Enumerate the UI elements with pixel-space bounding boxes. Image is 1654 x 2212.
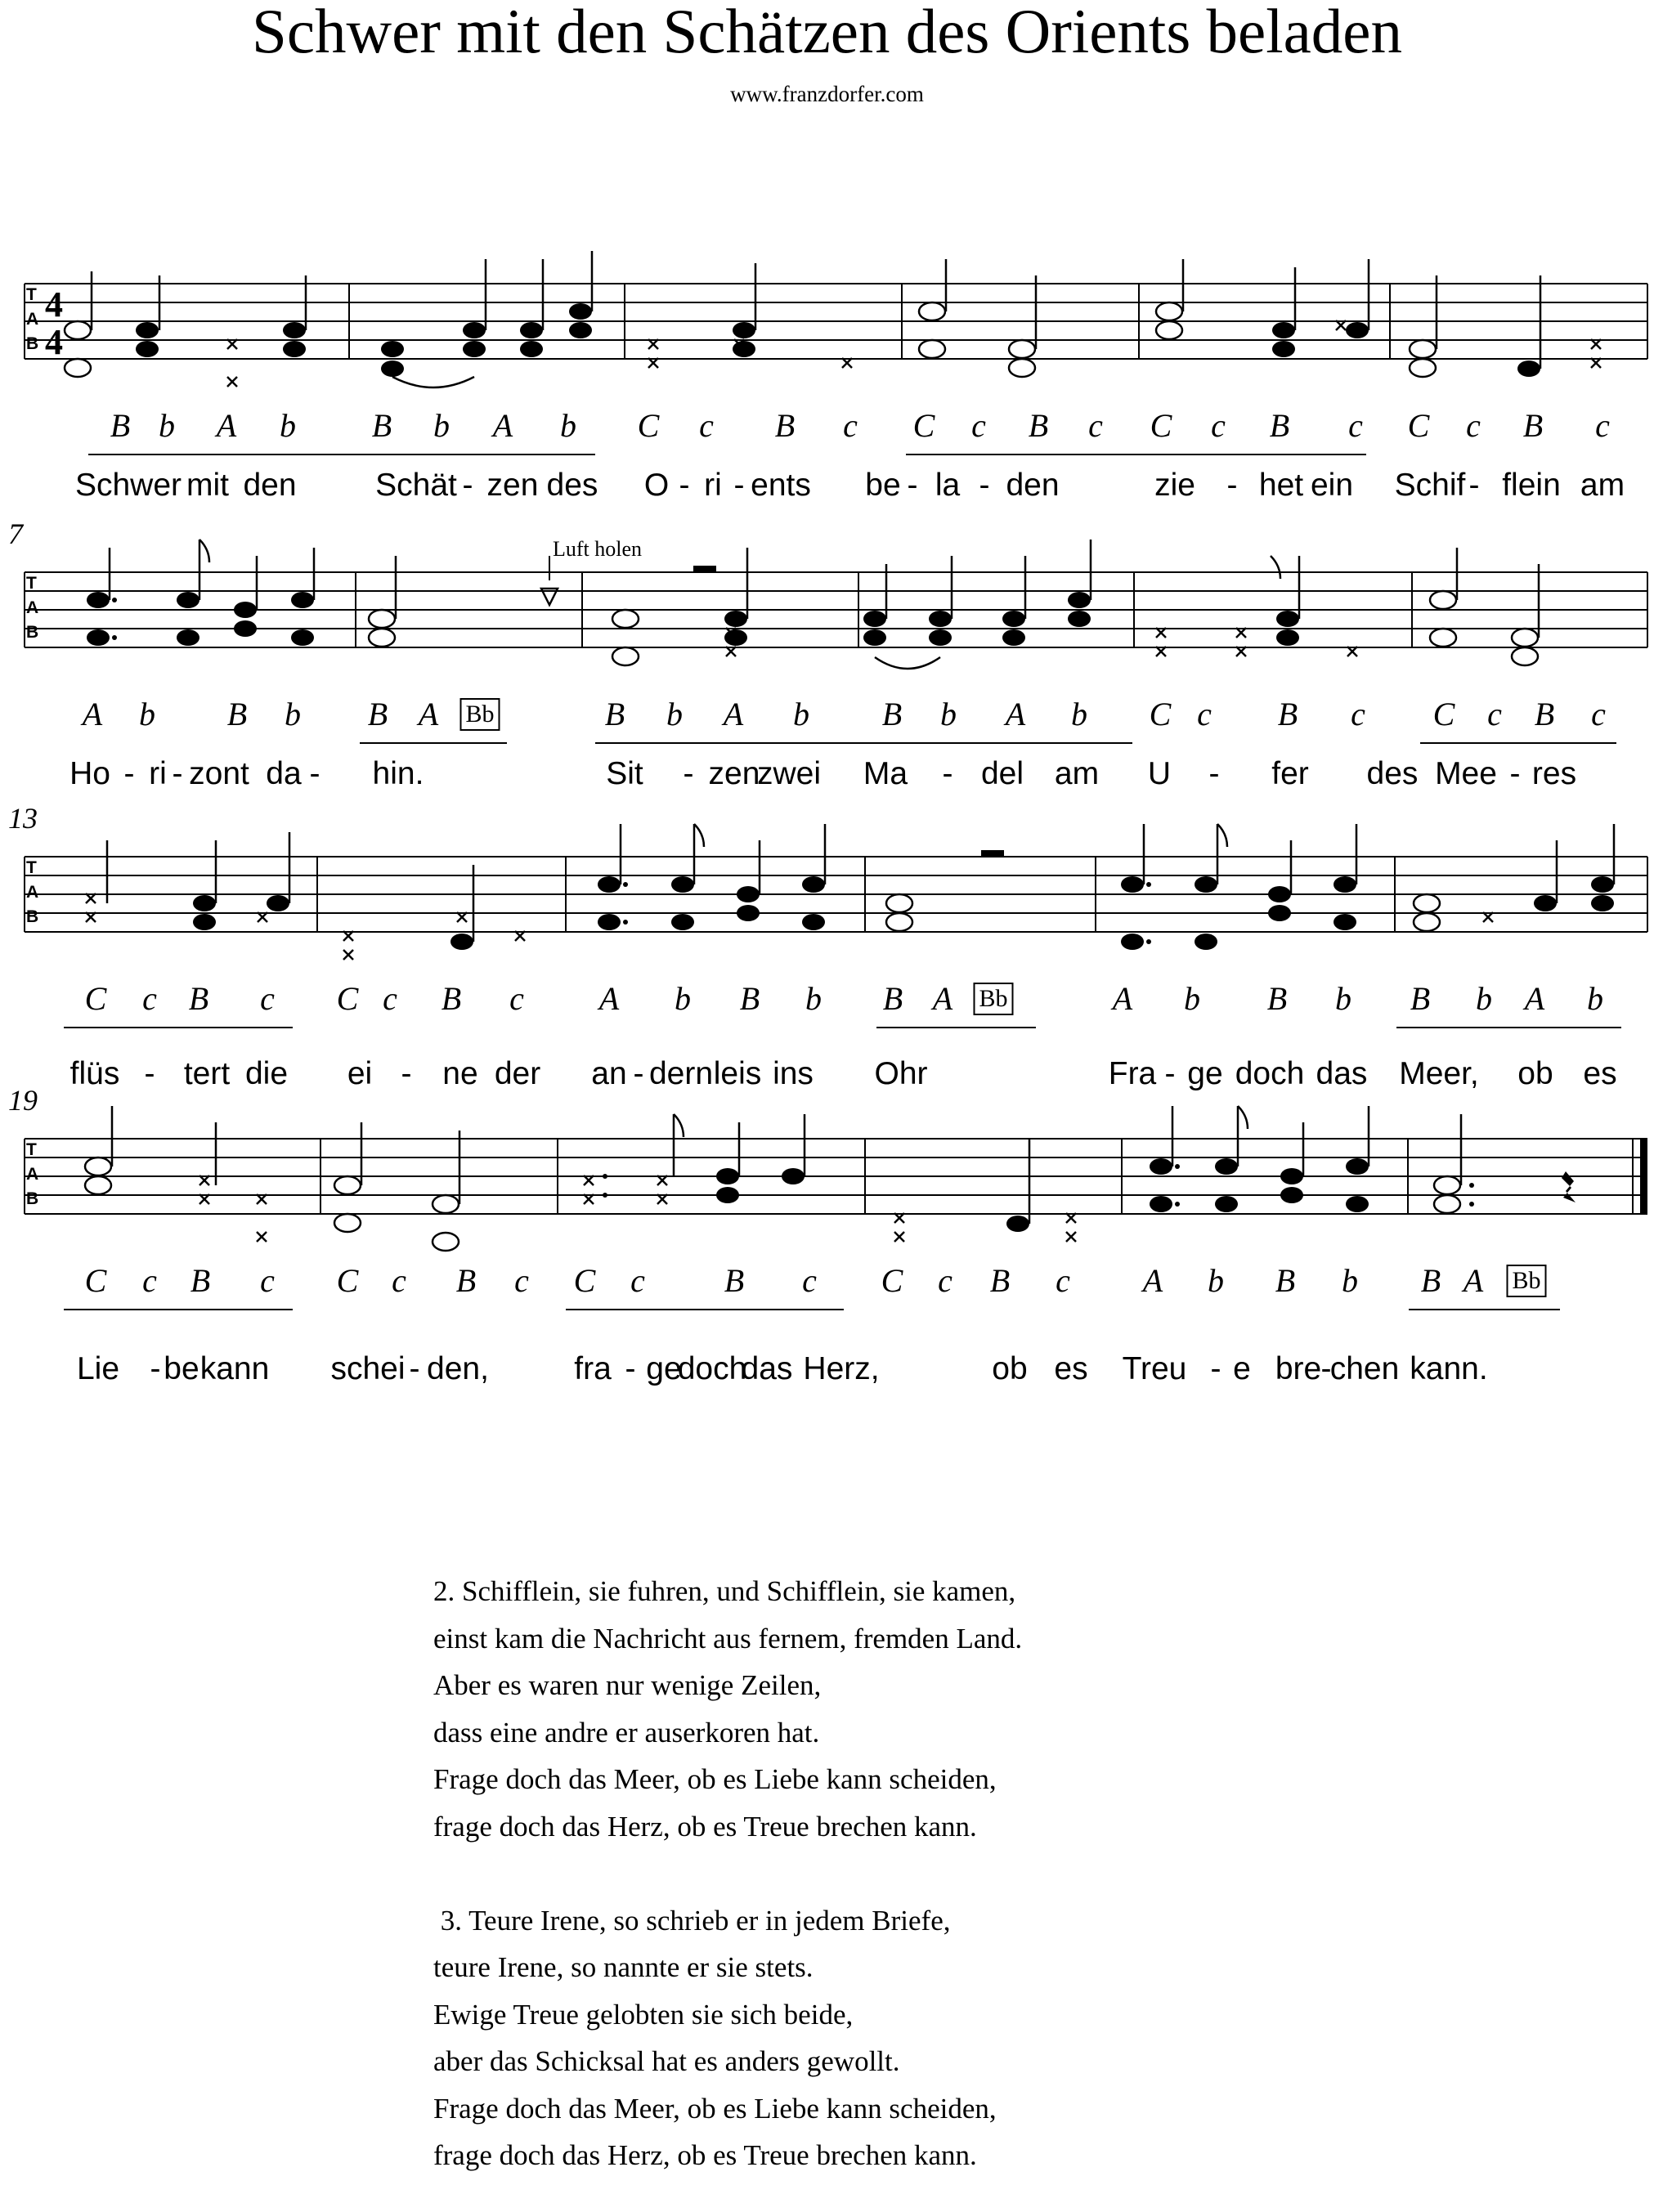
chord-row [0, 1261, 1654, 1310]
svg-text:A: A [26, 883, 39, 902]
lyric-syllable: - [683, 756, 694, 791]
lyric-syllable: zie [1154, 468, 1195, 503]
chord: B [226, 696, 248, 732]
lyric-syllable: bre [1275, 1351, 1322, 1386]
chord-row [0, 979, 1654, 1028]
lyric-syllable: Ohr [874, 1056, 928, 1091]
chord: b [159, 407, 175, 444]
lyric-syllable: der [494, 1056, 541, 1091]
chord: B [881, 696, 903, 732]
chord: c [1348, 407, 1363, 444]
chord: c [260, 980, 275, 1017]
chord: c [1088, 407, 1103, 444]
chord: C [912, 407, 935, 444]
push-line [88, 454, 595, 455]
tab-staff [0, 284, 1654, 406]
lyric-syllable: - [144, 1056, 155, 1091]
lyric-syllable: - [942, 756, 953, 791]
chord: B [367, 696, 388, 732]
lyric-syllable: - [150, 1351, 161, 1386]
chord: b [1184, 980, 1200, 1017]
lyric-syllable: doch [677, 1351, 747, 1386]
lyric-syllable: - [172, 756, 183, 791]
chord: b [560, 407, 576, 444]
verse-line: Frage doch das Meer, ob es Liebe kann scheiden, [433, 2092, 997, 2125]
push-line [360, 742, 507, 744]
chord: A [1005, 696, 1026, 732]
lyric-syllable: - [1208, 756, 1220, 791]
lyric-syllable: zen [708, 756, 760, 791]
lyric-syllable: hin. [372, 756, 424, 791]
push-line [64, 1309, 293, 1310]
chord-boxed: Bb [1506, 1265, 1546, 1297]
chord: B [190, 1262, 211, 1299]
chord: B [1534, 696, 1555, 732]
chord: A [1142, 1262, 1163, 1299]
chord: B [604, 696, 625, 732]
chord: A [1112, 980, 1133, 1017]
chord: b [1208, 1262, 1224, 1299]
lyric-syllable: - [1320, 1351, 1332, 1386]
verse-line: Aber es waren nur wenige Zeilen, [433, 1669, 822, 1701]
verse-line: aber das Schicksal hat es anders gewollt. [433, 2045, 900, 2077]
lyric-syllable: den [243, 468, 297, 503]
lyric-syllable: des [546, 468, 598, 503]
lyric-syllable: - [633, 1056, 644, 1091]
lyric-syllable: es [1583, 1056, 1617, 1091]
lyric-syllable: la [935, 468, 961, 503]
lyric-syllable: be [865, 468, 901, 503]
chord: A [1463, 1262, 1484, 1299]
chord: b [793, 696, 809, 732]
chord: c [383, 980, 397, 1017]
lyric-syllable: res [1531, 756, 1577, 791]
svg-text:A: A [26, 1165, 39, 1184]
push-line [566, 1309, 844, 1310]
verse-3 [433, 1897, 1022, 2179]
lyric-syllable: - [679, 468, 690, 503]
chord-boxed: Bb [973, 983, 1013, 1015]
tab-clef-b: B [26, 334, 39, 353]
lyric-syllable: tert [183, 1056, 231, 1091]
lyric-syllable: leis [713, 1056, 762, 1091]
svg-text:T: T [26, 574, 37, 593]
lyric-syllable: Mee [1435, 756, 1497, 791]
additional-verses [433, 1568, 1022, 2179]
lyric-syllable: den, [427, 1351, 489, 1386]
staff-system-4 [0, 1084, 1654, 1386]
chord: B [1522, 407, 1544, 444]
lyric-syllable: ri [149, 756, 167, 791]
lyric-syllable: zen [486, 468, 539, 503]
tab-clef-a: A [26, 310, 39, 329]
lyric-syllable: O [643, 468, 670, 503]
lyrics-row [0, 1351, 1654, 1392]
chord: B [882, 980, 903, 1017]
lyric-syllable: da [266, 756, 302, 791]
lyric-syllable: het [1258, 468, 1304, 503]
chord: c [260, 1262, 275, 1299]
lyric-syllable: ob [1517, 1056, 1553, 1091]
lyric-syllable: Ho [69, 756, 110, 791]
lyric-syllable: zont [189, 756, 249, 791]
note-heads [193, 850, 1614, 950]
lyric-syllable: Fra [1108, 1056, 1157, 1091]
chord: b [285, 696, 301, 732]
chord: c [971, 407, 986, 444]
svg-text:B: B [26, 623, 39, 642]
lyric-syllable: fer [1271, 756, 1309, 791]
chord: C [637, 407, 660, 444]
chord: B [441, 980, 462, 1017]
chord: b [940, 696, 957, 732]
chord: b [139, 696, 155, 732]
lyric-syllable: ri [704, 468, 722, 503]
svg-text:T: T [26, 858, 37, 877]
chord: B [1028, 407, 1049, 444]
lyric-syllable: am [1580, 468, 1625, 503]
chord: C [336, 1262, 359, 1299]
chord: B [1420, 1262, 1441, 1299]
lyric-syllable: - [1468, 468, 1480, 503]
lyric-syllable: chen [1329, 1351, 1400, 1386]
breath-annotation: Luft holen [553, 537, 643, 561]
lyric-syllable: - [1509, 756, 1521, 791]
chord: c [843, 407, 858, 444]
lyric-syllable: del [980, 756, 1024, 791]
measure-number: 13 [8, 802, 38, 835]
chord: B [1410, 980, 1431, 1017]
chord: A [932, 980, 953, 1017]
verse-2 [433, 1568, 1022, 1850]
push-line [906, 454, 1366, 455]
lyric-syllable: ins [773, 1056, 814, 1091]
verse-line: teure Irene, so nannte er sie stets. [433, 1951, 814, 1983]
chord: c [1466, 407, 1481, 444]
chord: b [280, 407, 296, 444]
chord: b [1342, 1262, 1358, 1299]
lyric-syllable: ge [646, 1351, 682, 1386]
lyrics-row [0, 468, 1654, 508]
lyric-syllable: die [244, 1056, 289, 1091]
measure-number: 7 [8, 517, 23, 550]
chord: A [216, 407, 237, 444]
lyric-syllable: kann [199, 1351, 270, 1386]
chord: c [699, 407, 714, 444]
chord: B [1277, 696, 1298, 732]
lyric-syllable: Lie [76, 1351, 120, 1386]
staff-system-2 [0, 517, 1654, 817]
chord: A [723, 696, 744, 732]
chord: C [336, 980, 359, 1017]
lyric-syllable: be [164, 1351, 199, 1386]
lyric-syllable: an [591, 1056, 627, 1091]
lyric-syllable: Meer, [1399, 1056, 1479, 1091]
lyric-syllable: zwei [756, 756, 822, 791]
chord: B [188, 980, 209, 1017]
chord: B [739, 980, 760, 1017]
push-line [1409, 1309, 1560, 1310]
lyric-syllable: das [741, 1351, 793, 1386]
verse-line: frage doch das Herz, ob es Treue brechen kann. [433, 1810, 977, 1843]
chord: C [1407, 407, 1430, 444]
chord: b [805, 980, 822, 1017]
lyric-syllable: - [979, 468, 990, 503]
lyric-syllable: Ma [863, 756, 908, 791]
chord: c [1591, 696, 1606, 732]
chord: c [630, 1262, 645, 1299]
page-title: Schwer mit den Schätzen des Orients beladen [252, 0, 1402, 66]
lyric-syllable: doch [1235, 1056, 1305, 1091]
chord: c [1197, 696, 1212, 732]
lyric-syllable: U [1147, 756, 1172, 791]
lyric-syllable: - [309, 756, 320, 791]
time-signature-bottom: 4 [45, 322, 63, 362]
lyric-syllable: dern [648, 1056, 714, 1091]
lyric-syllable: Sit [606, 756, 643, 791]
chord: C [84, 980, 107, 1017]
lyric-syllable: - [625, 1351, 636, 1386]
lyric-syllable: den [1006, 468, 1060, 503]
lyric-syllable: schei [330, 1351, 406, 1386]
lyric-syllable: flüs [69, 1056, 120, 1091]
website-url: www.franzdorfer.com [730, 82, 924, 106]
lyric-syllable: ents [751, 468, 811, 503]
tab-clef-t: T [26, 285, 37, 304]
chord: b [1476, 980, 1492, 1017]
chord: A [492, 407, 513, 444]
lyric-syllable: - [1164, 1056, 1176, 1091]
lyric-syllable: ne [442, 1056, 478, 1091]
push-line [595, 742, 1132, 744]
svg-text:A: A [26, 598, 39, 617]
chord: b [1071, 696, 1087, 732]
chord: c [938, 1262, 953, 1299]
lyric-syllable: - [733, 468, 745, 503]
chord: c [1595, 407, 1610, 444]
lyrics-row [0, 1056, 1654, 1097]
lyric-syllable: - [401, 1056, 412, 1091]
lyric-syllable: Schät [375, 468, 457, 503]
lyric-syllable: flein [1502, 468, 1561, 503]
tab-staff [0, 857, 1654, 979]
chord: C [1150, 407, 1172, 444]
chord: B [1266, 980, 1288, 1017]
verse-line: Frage doch das Meer, ob es Liebe kann scheiden, [433, 1763, 997, 1795]
verse-line: frage doch das Herz, ob es Treue brechen kann. [433, 2139, 977, 2171]
lyric-syllable: Treu [1122, 1351, 1187, 1386]
chord: c [1487, 696, 1502, 732]
chord: A [1524, 980, 1545, 1017]
lyric-syllable: Schwer [74, 468, 182, 503]
lyric-syllable: fra [574, 1351, 612, 1386]
tab-staff [0, 572, 1654, 695]
chord: b [675, 980, 691, 1017]
chord: c [1351, 696, 1365, 732]
lyric-syllable: Schif [1394, 468, 1466, 503]
lyric-syllable: ei [347, 1056, 373, 1091]
lyric-syllable: mit [186, 468, 229, 503]
push-line [876, 1027, 1036, 1028]
staff-system-1 [0, 284, 1654, 529]
lyric-syllable: kann. [1410, 1351, 1488, 1386]
verse-line: 2. Schifflein, sie fuhren, und Schifflein, sie kamen, [433, 1575, 1016, 1607]
chord: c [142, 1262, 157, 1299]
lyric-syllable: - [1226, 468, 1238, 503]
lyric-syllable: es [1054, 1351, 1088, 1386]
chord: B [1275, 1262, 1296, 1299]
chord: b [1335, 980, 1351, 1017]
lyric-syllable: - [123, 756, 135, 791]
chord: C [84, 1262, 107, 1299]
chord: b [1587, 980, 1603, 1017]
chord: B [371, 407, 392, 444]
lyric-syllable: ge [1187, 1056, 1223, 1091]
chord: C [1432, 696, 1455, 732]
chord: C [1149, 696, 1172, 732]
verse-line: 3. Teure Irene, so schrieb er in jedem Briefe, [433, 1904, 951, 1937]
lyric-syllable: e [1233, 1351, 1251, 1386]
lyric-syllable: - [907, 468, 918, 503]
chord: B [1269, 407, 1290, 444]
verse-line: dass eine andre er auserkoren hat. [433, 1716, 820, 1749]
chord: c [142, 980, 157, 1017]
svg-text:T: T [26, 1140, 37, 1159]
chord: c [509, 980, 524, 1017]
lyric-syllable: - [462, 468, 473, 503]
lyric-syllable: des [1366, 756, 1419, 791]
chord: c [1211, 407, 1226, 444]
final-barline [1640, 1139, 1647, 1214]
lyric-syllable: - [1210, 1351, 1221, 1386]
chord-row [0, 406, 1654, 455]
chord: c [1056, 1262, 1070, 1299]
lyrics-row [0, 756, 1654, 797]
chord: c [514, 1262, 529, 1299]
lyric-syllable: ein [1310, 468, 1354, 503]
chord-boxed: Bb [459, 698, 500, 731]
chord: B [110, 407, 131, 444]
chord: B [724, 1262, 745, 1299]
chord: B [774, 407, 796, 444]
lyric-syllable: ob [992, 1351, 1028, 1386]
chord: c [802, 1262, 817, 1299]
verse-line: einst kam die Nachricht aus fernem, fremden Land. [433, 1622, 1023, 1655]
time-signature-top: 4 [45, 284, 63, 325]
measure-number: 19 [8, 1084, 38, 1117]
lyric-syllable: am [1054, 756, 1100, 791]
svg-text:B: B [26, 1189, 39, 1208]
lyric-syllable: das [1316, 1056, 1368, 1091]
chord: c [392, 1262, 406, 1299]
chord: b [666, 696, 683, 732]
lyric-syllable: - [409, 1351, 420, 1386]
staff-system-3 [0, 802, 1654, 1102]
lyric-syllable: Herz, [803, 1351, 880, 1386]
chord: A [598, 980, 620, 1017]
chord: C [881, 1262, 903, 1299]
verse-line: Ewige Treue gelobten sie sich beide, [433, 1998, 854, 2031]
chord: A [418, 696, 439, 732]
push-line [1420, 742, 1616, 744]
chord: b [433, 407, 450, 444]
push-line [1396, 1027, 1621, 1028]
chord: A [82, 696, 103, 732]
svg-text:B: B [26, 907, 39, 926]
chord: B [455, 1262, 477, 1299]
note-heads [87, 566, 1299, 646]
chord: C [573, 1262, 596, 1299]
push-line [64, 1027, 293, 1028]
chord-row [0, 695, 1654, 744]
chord: B [989, 1262, 1011, 1299]
tab-staff [0, 1139, 1654, 1261]
